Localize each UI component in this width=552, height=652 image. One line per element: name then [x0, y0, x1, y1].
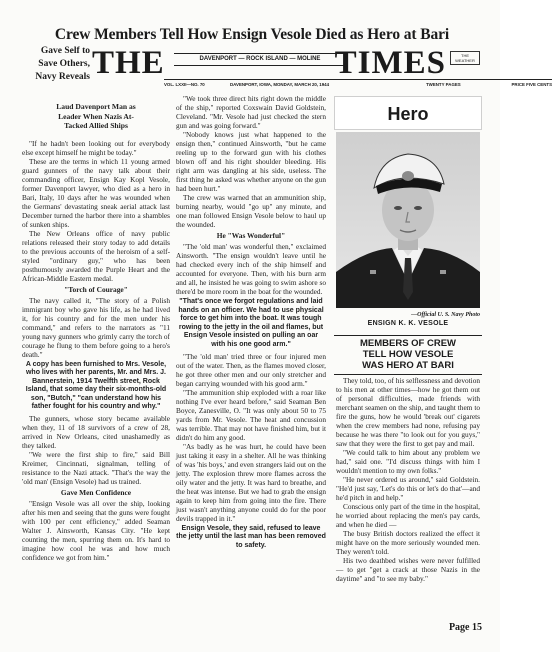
masthead-side-note — [20, 45, 90, 84]
subhead: He "Was Wonderful" — [216, 231, 286, 240]
story-head-line: MEMBERS OF CREW — [359, 338, 457, 349]
paragraph: "We took three direct hits right down the middle of the ship," reported Coxswain David Goldstein, Cleveland. "Mr. Vesole had just checked the stern gun and was going forward." — [176, 94, 326, 130]
sidebar-story-headline — [334, 335, 482, 375]
paragraph: His two deathbed wishes were never fulfilled — to get "get a crack at those Nazis in the daytime" and "to see my baby." — [336, 556, 480, 583]
ensign-photo — [336, 132, 480, 308]
paragraph: "The 'old man' tried three or four injured men out of the water. Then, as the flames moved closer, he got three other men and our only stretcher and began carrying wounded with his good arm." — [176, 351, 326, 388]
deck-line: Leader When Nazis At- — [58, 111, 134, 121]
side-note-line: Save Others, — [38, 59, 90, 69]
paragraph: "The 'old man' was wonderful then," exclaimed Ainsworth. "The ensign wouldn't leave until he had checked every inch of the ship himself and accounted for everyone. Then, with his burn arm and all, he insisted he was going to swim ashore so there'd be more room in the boat for the wounded. — [176, 242, 326, 296]
dateline-volume: VOL. LXXII—NO. 70 — [164, 82, 205, 87]
paragraph: The busy British doctors realized the effect it might have on the more seriously wounded men. They weren't told. — [336, 529, 480, 556]
dateline-price: PRICE FIVE CENTS — [511, 82, 552, 87]
hero-label-box — [334, 96, 482, 130]
bold-paragraph: A copy has been furnished to Mrs. Vesole, who lives with her parents, Mr. and Mrs. J. Bannerstein, 1914 Twelfth street, Rock Island, that some day their six-months-old son, "Butch," "can understand how his father fought for his country and why." — [25, 360, 167, 411]
photo-caption: ENSIGN K. K. VESOLE — [367, 320, 449, 327]
dateline-pages: TWENTY PAGES — [426, 82, 461, 87]
paragraph: The New Orleans office of navy public relations released their story today to add details to the previous accounts of the heroism of a self-styled "ordinary guy," who has been posthumously awarded the Purple Heart and the African-Middle Eastern medal. — [22, 228, 170, 283]
paragraph: "Ensign Vesole was all over the ship, looking after his men and seeing that the guns were fought with 100 per cent efficiency," added Seaman Walter J. Ainsworth, Kansas City. "He kept counting the men, spurring them on. It's hard to imagine how cool he was and how much confidence we got from him." — [22, 499, 170, 563]
paragraph: "We were the first ship to fire," said Bill Kreimer, Cincinnati, signalman, telling of resistance to the Nazi attack. "That's the way the 'old man' (Ensign Vesole) had us trained. — [22, 450, 170, 487]
side-note-line: Gave Self to — [40, 46, 90, 56]
title-times: TIMES — [334, 45, 446, 81]
deck-line: Laud Davenport Man as — [56, 102, 136, 111]
bold-paragraph: Ensign Vesole, they said, refused to leave the jetty until the last man has been removed to safety. — [176, 524, 326, 549]
page-number: Page 15 — [448, 622, 482, 633]
paragraph: Conscious only part of the time in the hospital, he worried about replacing the men's pay cards, and when he died — — [336, 502, 480, 529]
portrait-illustration — [336, 132, 480, 308]
paragraph: "He never ordered us around," said Goldstein. "He'd just say, 'Let's do this or let's do that'—and he'd pitch in and help." — [336, 475, 480, 502]
side-note-line: Navy Reveals — [35, 72, 90, 82]
hero-label: Hero — [387, 104, 429, 124]
location-band: DAVENPORT — ROCK ISLAND — MOLINE — [174, 53, 346, 66]
subhead: "Torch of Courage" — [64, 284, 128, 294]
page-headline: Crew Members Tell How Ensign Vesole Died as Hero at Bari — [54, 26, 450, 43]
paragraph: They told, too, of his selflessness and devotion to his men at other times—how he got them out of personal difficulties, made friends with merchant seamen on the ship, and taught them to fire the guns, how he would 'break out' cigarets when the crew members had none, refusing pay because he was there "to look out for you guys," saw that they were the first to get pay and mail. — [336, 376, 480, 448]
dateline — [164, 79, 552, 88]
title-the: THE — [92, 45, 165, 81]
bold-paragraph: "That's once we forgot regulations and laid hands on an officer. We had to use physical force to get him into the boat. It was tough rowing to the jetty in the oil and flames, but Ensign Vesole insisted on pulling an oar with his one good arm." — [178, 298, 324, 348]
story-head-line: TELL HOW VESOLE — [362, 349, 454, 360]
paper-title — [92, 45, 552, 87]
paragraph: "We could talk to him about any problem we had," said one. "I'd discuss things with him I wouldn't mention to my own folks." — [336, 448, 480, 475]
subhead: Gave Men Confidence — [60, 488, 132, 498]
article-deck — [22, 102, 170, 131]
paragraph: These are the terms in which 11 young armed guard gunners of the navy talk about their commanding officer, Ensign Kay Kopl Vesole, former Davenport lawyer, who died as a hero in Bari, Italy, 10 days after he was wounded when the Germans' devastating sneak aerial attack last December turned the harbor there into a shambles of sunken ships. — [22, 156, 170, 229]
deck-line: Tacked Allied Ships — [64, 121, 128, 130]
paragraph: "As badly as he was hurt, he could have been just taking it easy in a shelter. All he was thinking of was 'his boys,' and even strangers laid out on the jetty. The explosion threw more flames across the oily water and the jetty. It was hard to breathe, and the heat was intense. But we had to grab the ensign again to keep him from going into the fire. There just wasn't anything anyone could do for the poor devils trapped in it." — [176, 441, 326, 523]
article-column-1 — [22, 98, 170, 562]
paragraph: The navy called it, "The story of a Polish immigrant boy who gave his life, as he had lived it, for his country and for the men under his command," and refers to the narrators as "11 young navy gunners who grimly carry the torch of courage he flung to them before going to a hero's death." — [22, 295, 170, 359]
article-column-3 — [336, 376, 480, 583]
paragraph: The gunners, whose story became available when they, 11 of 18 survivors of a crew of 28, arrived in New Orleans, cited unashamedly as they talked. — [22, 414, 170, 451]
story-head-line: WAS HERO AT BARI — [362, 360, 454, 371]
paragraph: "The ammunition ship exploded with a roar like nothing I've ever heard before," said Seaman Ben Boyce, Zanesville, O. "It was only about 50 to 75 yards from Mr. Vesole. The heat and concussion was terrible. That may not have finished him, but it didn't do him any good. — [176, 387, 326, 442]
paragraph: "Nobody knows just what happened to the ensign then," continued Ainsworth, "but he came reeling up to the forward gun with his clothes blown off and his right shoulder bleeding. His right arm was dangling at his side, useless. The first thing he asked was whether anyone on the gun had been hurt." — [176, 130, 326, 193]
article-column-2 — [176, 94, 326, 552]
newspaper-masthead — [20, 43, 552, 89]
dateline-date: DAVENPORT, IOWA, MONDAY, MARCH 20, 1944 — [230, 82, 330, 87]
paragraph: The crew was warned that an ammunition ship, burning nearby, would "go up" any minute, and one man followed Ensign Vesole below to haul up the wounded. — [176, 193, 326, 229]
weather-badge: THE WEATHER — [450, 51, 480, 65]
paragraph: "If he hadn't been looking out for everybody else except himself he might be today." — [22, 138, 170, 157]
photo-credit: —Official U. S. Navy Photo — [411, 312, 480, 318]
